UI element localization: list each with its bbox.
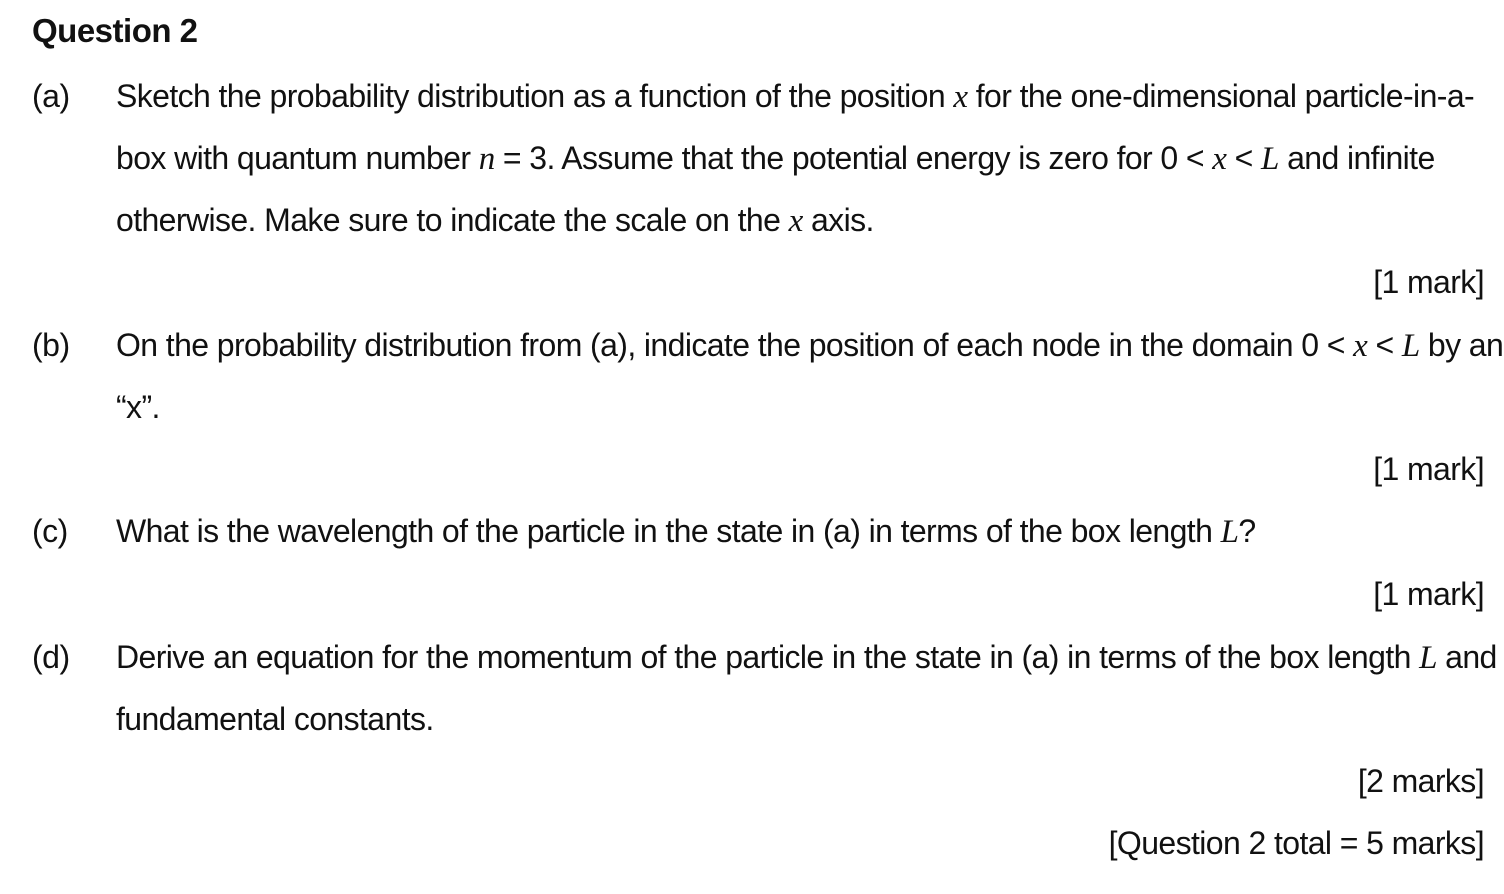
part-a-marks: [1 mark] [1373, 264, 1484, 300]
math-symbol: L [1220, 514, 1239, 550]
math-symbol: x [953, 79, 968, 115]
text-segment: axis. [802, 202, 874, 238]
math-symbol: L [1419, 640, 1437, 676]
math-symbol: n [478, 141, 495, 177]
part-a-line-2 [116, 142, 1435, 176]
text-segment: by an [1419, 327, 1504, 363]
part-c-label: (c) [32, 513, 68, 549]
part-d-line-1 [116, 641, 1497, 675]
part-b-line-2 [116, 391, 160, 423]
part-d-label: (d) [32, 639, 70, 675]
text-segment: Derive an equation for the momentum of the particle in the state in (a) in terms of the box length [116, 639, 1420, 675]
text-segment: Sketch the probability distribution as a function of the position [116, 78, 954, 114]
part-a-label: (a) [32, 78, 70, 114]
part-b-marks: [1 mark] [1373, 451, 1484, 487]
text-segment: box with quantum number [116, 140, 479, 176]
text-segment: On the probability distribution from (a), indicate the position of each node in the domain 0 < [116, 327, 1354, 363]
text-segment: for the one-dimensional particle-in-a- [967, 78, 1475, 114]
text-segment: and infinite [1278, 140, 1435, 176]
part-b-line-1 [116, 329, 1503, 363]
part-d-marks: [2 marks] [1357, 763, 1484, 799]
text-segment: fundamental constants. [116, 701, 434, 737]
math-symbol: L [1401, 328, 1420, 364]
math-symbol: x [788, 203, 803, 239]
part-a-line-1 [116, 80, 1474, 114]
part-c-line-1 [116, 515, 1256, 549]
math-symbol: x [1353, 328, 1368, 364]
text-segment: < [1226, 140, 1262, 176]
question-heading: Question 2 [32, 12, 198, 49]
question-total: [Question 2 total = 5 marks] [1108, 825, 1484, 861]
part-a-line-3 [116, 204, 874, 238]
text-segment: < [1367, 327, 1402, 363]
math-symbol: L [1261, 141, 1279, 177]
text-segment: What is the wavelength of the particle in the state in (a) in terms of the box length [116, 513, 1221, 549]
text-segment: ? [1238, 513, 1256, 549]
part-d-line-2 [116, 703, 434, 735]
math-symbol: x [1212, 141, 1227, 177]
part-b-label: (b) [32, 327, 70, 363]
part-c-marks: [1 mark] [1373, 576, 1484, 612]
text-segment: otherwise. Make sure to indicate the scale on the [116, 202, 789, 238]
text-segment: and [1436, 639, 1497, 675]
text-segment: “x”. [116, 389, 160, 425]
text-segment: = 3. Assume that the potential energy is zero for 0 < [494, 140, 1213, 176]
